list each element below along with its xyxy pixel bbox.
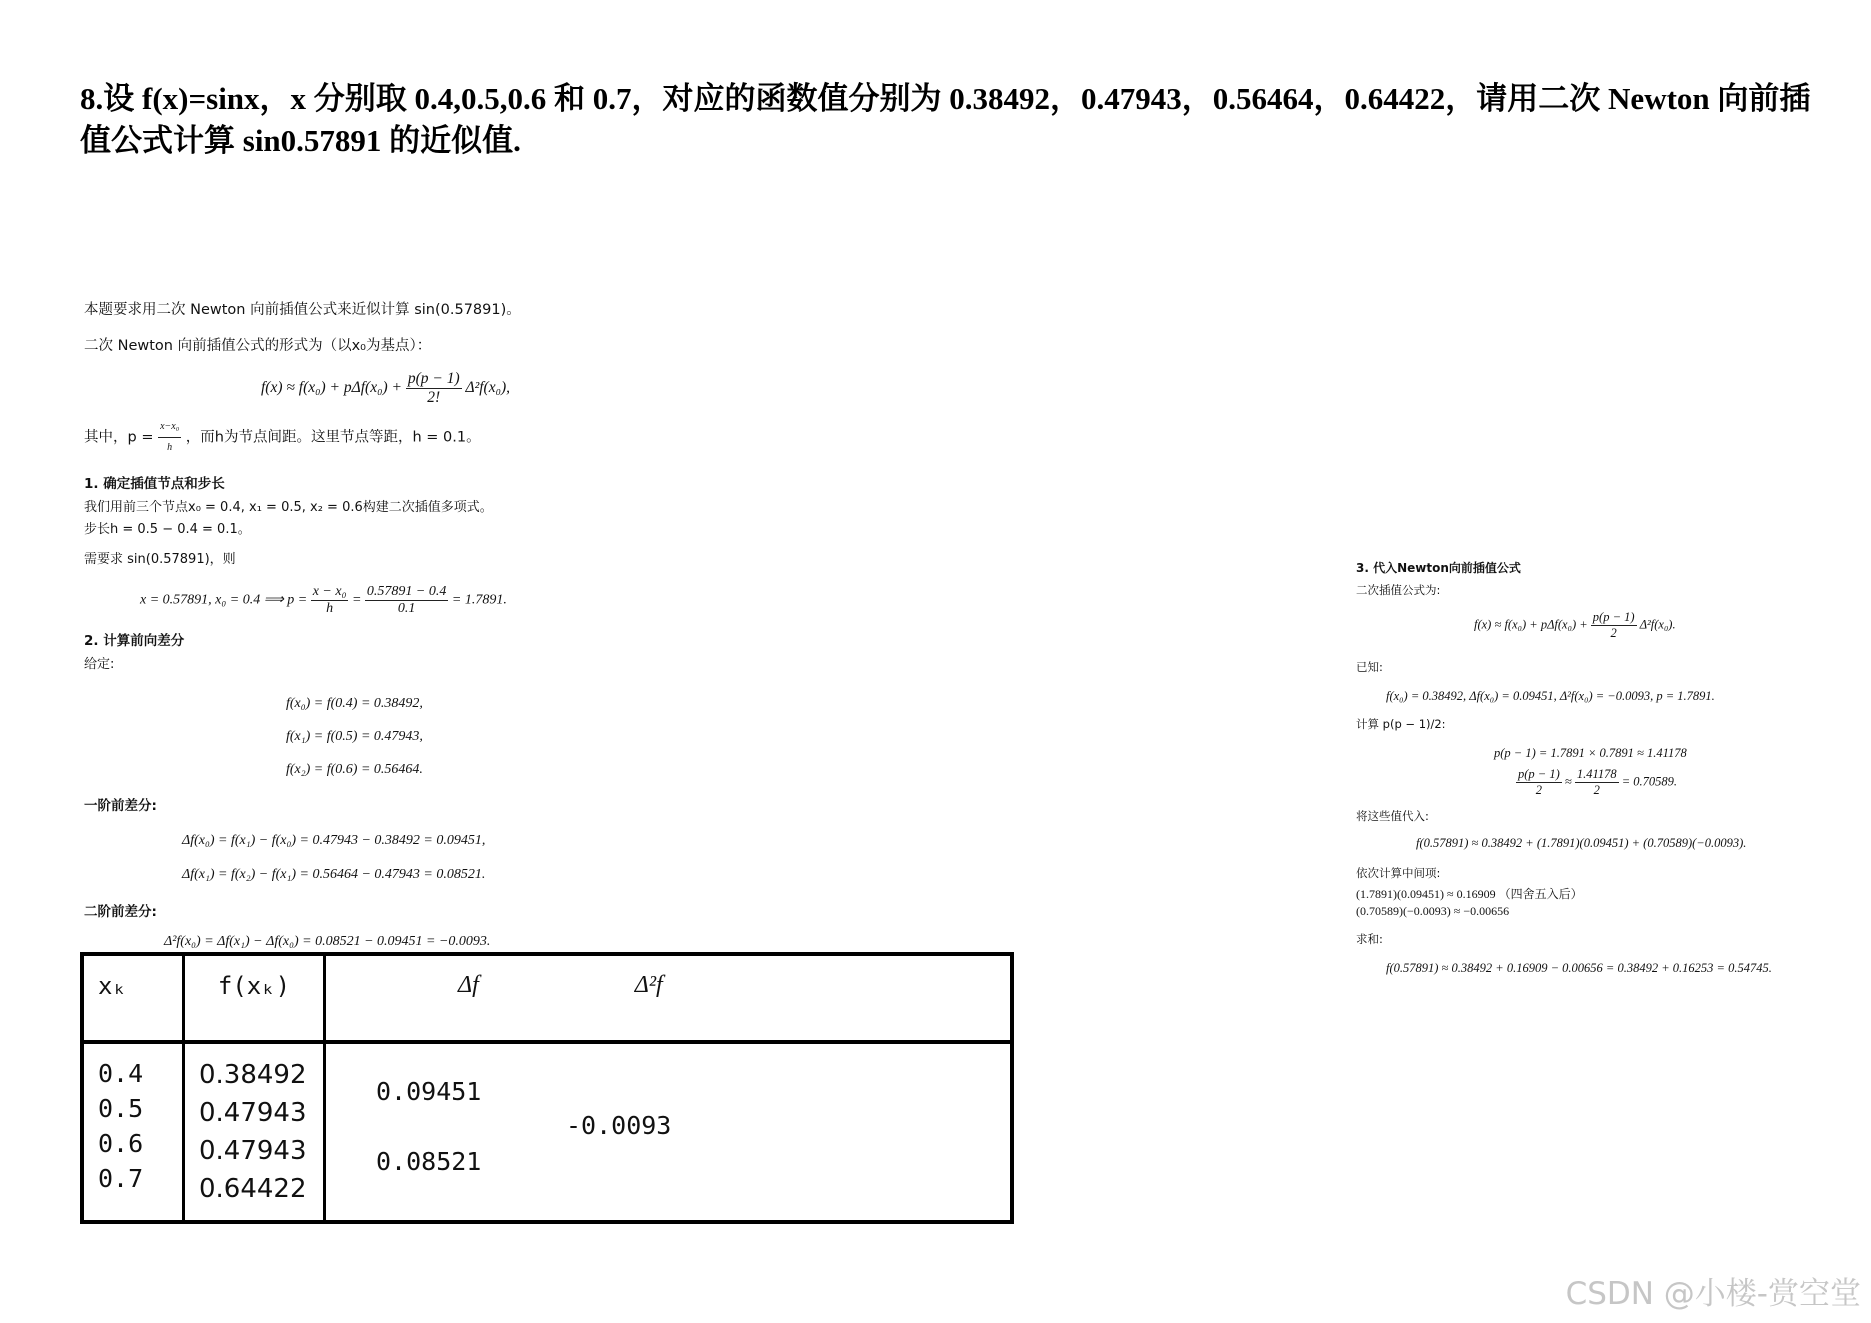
second-diff-value: Δ²f(x₀) = Δf(x₁) − Δf(x₀) = 0.08521 − 0.09451 = −0.0093.: [164, 934, 491, 949]
table-cell: 0.6: [98, 1129, 144, 1158]
section-2: [84, 631, 704, 950]
diff-column: [325, 1042, 1013, 1222]
formula-fraction: $\frac{p(p - 1)}{2!}$: [407, 370, 460, 406]
sum-eq: f(0.57891) ≈ 0.38492 + 0.16909 − 0.00656 = 0.38492 + 0.16253 = 0.54745.: [1386, 961, 1772, 975]
table-cell: -0.0093: [566, 1111, 672, 1140]
problem-statement: 8.设 f(x)=sinx，x 分别取 0.4,0.5,0.6 和 0.7，对应的函数值分别为 0.38492，0.47943，0.56464，0.64422，请用二次 Newton 向前插值公式计算 sin0.57891 的近似值.: [80, 81, 1811, 158]
right-formula: f(x) ≈ f(x₀) + pΔf(x₀) + $\frac{p(p - 1)}{2}$ Δ²f(x₀).: [1474, 610, 1676, 640]
table-cell: 0.7: [98, 1164, 144, 1193]
calc-eq-1: p(p − 1) = 1.7891 × 0.7891 ≈ 1.41178: [1494, 746, 1687, 760]
known-label: 已知:: [1356, 660, 1383, 674]
header-delta-f: Δf: [458, 972, 479, 998]
table-cell: 0.47943: [199, 1136, 307, 1166]
subst-eq: f(0.57891) ≈ 0.38492 + (1.7891)(0.09451) + (0.70589)(−0.0093).: [1416, 836, 1747, 850]
intro-line-1: 本题要求用二次 Newton 向前插值公式来近似计算 sin(0.57891)。: [84, 302, 521, 318]
calc-label: 计算 p(p − 1)/2:: [1356, 717, 1446, 731]
where-line: 其中，p = $\frac{\text{x−x₀}}{h}$ ，而h为节点间距。这里节点等距，h = 0.1。: [84, 417, 644, 458]
table-cell: 0.09451: [376, 1077, 482, 1106]
section-1-line-1: 我们用前三个节点x₀ = 0.4, x₁ = 0.5, x₂ = 0.6构建二次插值多项式。: [84, 500, 493, 515]
table-cell: 0.5: [98, 1094, 144, 1123]
table-cell: 0.38492: [199, 1060, 307, 1090]
section-1-line-2: 步长h = 0.5 − 0.4 = 0.1。: [84, 522, 251, 537]
table-cell: 0.64422: [199, 1174, 307, 1204]
subst-label: 将这些值代入:: [1356, 809, 1429, 823]
newton-formula: f(x) ≈ f(x₀) + pΔf(x₀) + $\frac{p(p - 1)}{2!}$ Δ²f(x₀),: [261, 370, 511, 406]
section-3-line-1: 二次插值公式为:: [1356, 583, 1441, 597]
solution-right: [1356, 558, 1836, 976]
watermark: CSDN @小楼-赏空堂: [1565, 1276, 1861, 1312]
mid-label: 依次计算中间项:: [1356, 866, 1441, 880]
given-label: 给定:: [84, 657, 115, 672]
header-xk: xₖ: [82, 954, 184, 1042]
table-cell: 0.4: [98, 1059, 144, 1088]
section-1-heading: 1. 确定插值节点和步长: [84, 476, 225, 492]
sum-label: 求和:: [1356, 932, 1383, 946]
table-header-row: [82, 954, 1012, 1042]
known-values: f(x₀) = 0.38492, Δf(x₀) = 0.09451, Δ²f(x₀) = −0.0093, p = 1.7891.: [1386, 689, 1715, 703]
section-3-heading: 3. 代入Newton向前插值公式: [1356, 561, 1521, 575]
mid-line-1: (1.7891)(0.09451) ≈ 0.16909 （四舍五入后）: [1356, 887, 1583, 901]
p-fraction: $\frac{\text{x−x₀}}{h}$: [158, 417, 181, 458]
first-diff-values: Δf(x₀) = f(x₁) − f(x₀) = 0.47943 − 0.38492 = 0.09451, Δf(x₁) = f(x₂) − f(x₁) = 0.56464 − 0.47943 = 0.08521.: [182, 833, 486, 882]
table-body-row: [82, 1042, 1012, 1222]
calc-eq-2: $\frac{p(p - 1)}{2}$ ≈ $\frac{1.41178}{2}$ = 0.70589.: [1518, 767, 1678, 797]
difference-table: [80, 952, 1014, 1224]
first-diff-heading: 一阶前差分:: [84, 798, 157, 814]
header-delta2-f: Δ²f: [634, 972, 663, 998]
section-1-line-3: 需要求 sin(0.57891)，则: [84, 552, 236, 567]
header-fxk: f(xₖ): [184, 954, 325, 1042]
section-2-heading: 2. 计算前向差分: [84, 633, 185, 649]
section-1: [84, 474, 704, 617]
intro-line-2: 二次 Newton 向前插值公式的形式为（以x₀为基点）：: [84, 338, 432, 354]
table-cell: 0.47943: [199, 1098, 307, 1128]
p-equation: x = 0.57891, x₀ = 0.4 ⟹ p = $\frac{\text{x − x₀}}{h}$ = $\frac{0.57891 - 0.4}{0.1}$ = 1.7891.: [140, 584, 507, 616]
second-diff-heading: 二阶前差分:: [84, 904, 157, 920]
header-diff-cell: [325, 954, 1013, 1042]
table-cell: 0.08521: [376, 1147, 482, 1176]
fx-column: [184, 1042, 325, 1222]
given-values: f(x₀) = f(0.4) = 0.38492, f(x₁) = f(0.5) = 0.47943, f(x₂) = f(0.6) = 0.56464.: [286, 696, 423, 777]
solution-left: [84, 300, 644, 458]
mid-line-2: (0.70589)(−0.0093) ≈ −0.00656: [1356, 904, 1510, 918]
x-column: [82, 1042, 184, 1222]
